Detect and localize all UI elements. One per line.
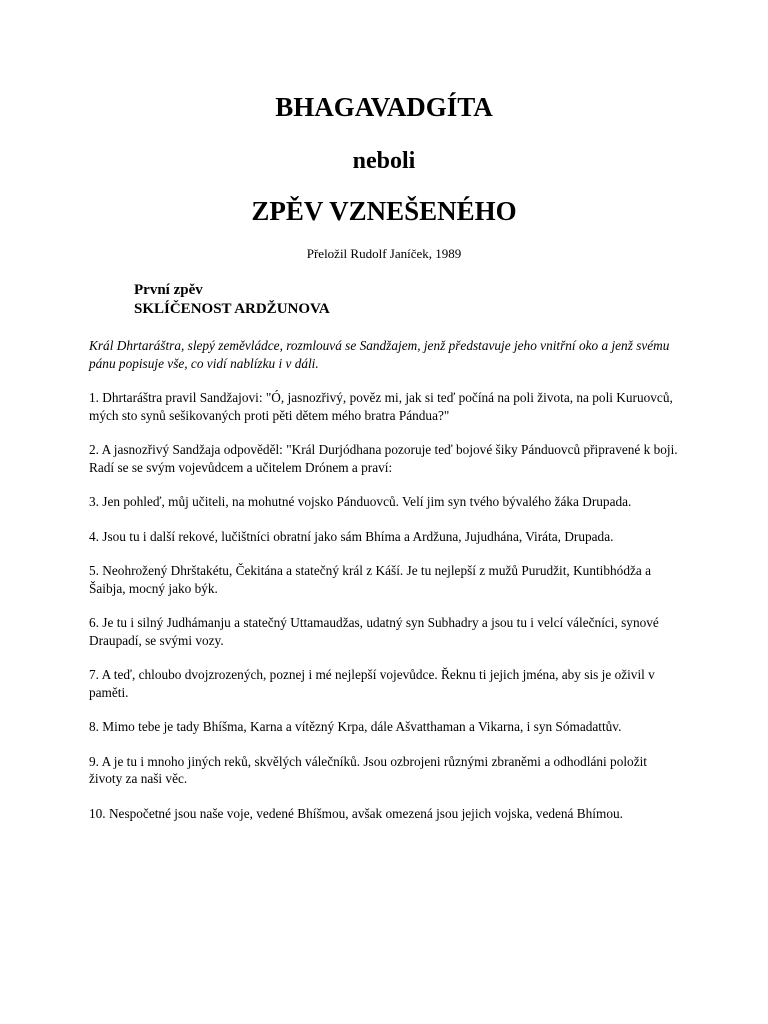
verse-paragraph: 7. A teď, chloubo dvojzrozených, poznej i mé nejlepší vojevůdce. Řeknu ti jejich jména, aby sis je oživil v paměti. [89, 667, 655, 700]
verse-paragraph: 8. Mimo tebe je tady Bhíšma, Karna a vítězný Krpa, dále Ašvatthaman a Vikarna, i syn Sómadattův. [89, 719, 622, 734]
translator-credit: Přeložil Rudolf Janíček, 1989 [306, 246, 462, 261]
verse-paragraph: 10. Nespočetné jsou naše voje, vedené Bhíšmou, avšak omezená jsou jejich vojska, vedená Bhímou. [89, 805, 623, 821]
verse-paragraph: 4. Jsou tu i další rekové, lučištníci obratní jako sám Bhíma a Ardžuna, Jujudhána, Viráta, Drupada. [89, 528, 614, 544]
document-subtitle: ZPĚV VZNEŠENÉHO [251, 196, 517, 226]
chapter-heading [134, 281, 330, 319]
document-title: BHAGAVADGÍTA [275, 92, 493, 122]
subtitle-connector: neboli [352, 148, 416, 174]
chapter-title: SKLÍČENOST ARDŽUNOVA [134, 301, 330, 317]
verse-paragraph: 6. Je tu i silný Judhámanju a statečný Uttamaudžas, udatný syn Subhadry a jsou tu i velcí válečníci, synové Draupadí, se svými vozy. [89, 615, 659, 648]
verse-paragraph: 1. Dhrtaráštra pravil Sandžajovi: "Ó, jasnozřivý, pověz mi, jak si teď počíná na poli života, na poli Kuruovců, mých sto synů sešikovaných proti pěti dětem mého bratra Pándua?" [89, 390, 673, 423]
chapter-number: První zpěv [134, 282, 203, 298]
body-text [89, 337, 681, 839]
verse-paragraph: 3. Jen pohleď, můj učiteli, na mohutné vojsko Pánduovců. Velí jim syn tvého bývalého žáka Drupada. [89, 494, 632, 509]
verse-paragraph: 2. A jasnozřivý Sandžaja odpověděl: "Král Durjódhana pozoruje teď bojové šiky Pánduovců připravené k boji. Radí se se svým vojevůdcem a učitelem Drónem a praví: [89, 442, 678, 475]
intro-paragraph: Král Dhrtaráštra, slepý zeměvládce, rozmlouvá se Sandžajem, jenž představuje jeho vnitřní oko a jenž svému pánu popisuje vše, co vidí nablízku i v dáli. [89, 338, 670, 371]
verse-paragraph: 5. Neohrožený Dhrštakétu, Čekitána a statečný král z Káší. Je tu nejlepší z mužů Purudžit, Kuntibhódža a Šaibja, mocný jako býk. [89, 563, 651, 596]
verse-paragraph: 9. A je tu i mnoho jiných reků, skvělých válečníků. Jsou ozbrojeni různými zbraněmi a odhodláni položit životy za naši věc. [89, 753, 647, 786]
